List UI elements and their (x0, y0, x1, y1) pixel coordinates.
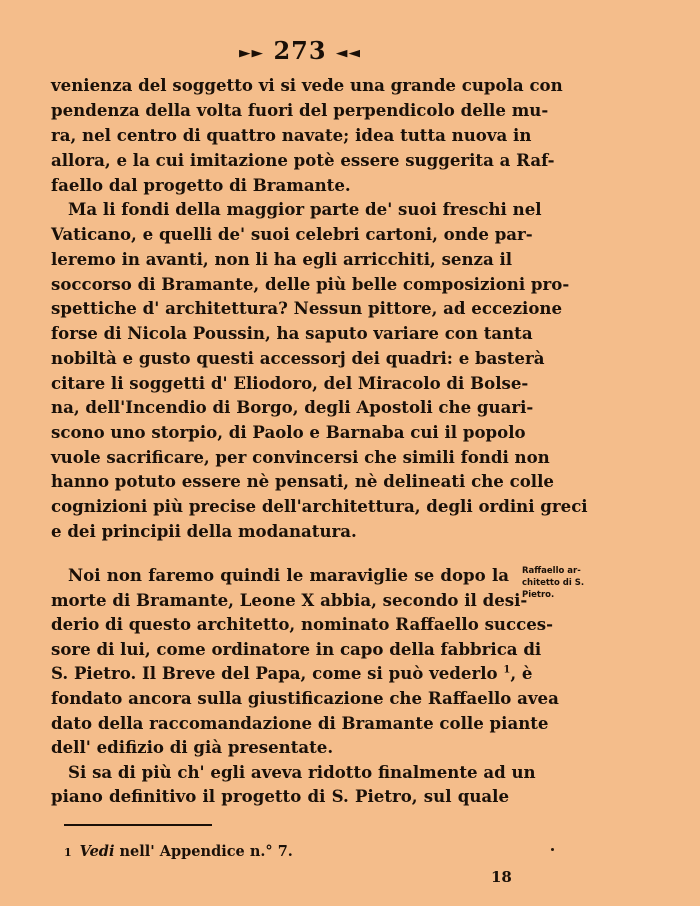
text-line: spettiche d' architettura? Nessun pittore, ad eccezione (51, 298, 563, 318)
text-line: vuole sacrificare, per convincersi che simili fondi non (51, 447, 550, 467)
text-line (51, 663, 533, 683)
text-line: allora, e la cui imitazione potè essere suggerita a Raf- (51, 150, 555, 170)
text-segment: , è (510, 663, 533, 683)
text-line: leremo in avanti, non li ha egli arricchiti, senza il (51, 249, 513, 269)
left-ornament-icon: ►► (239, 43, 265, 62)
footnote (64, 843, 293, 860)
text-line: dell' edifizio di già presentate. (51, 737, 334, 757)
footnote-text: nell' Appendice n.° 7. (114, 843, 293, 860)
signature-mark: 18 (491, 868, 512, 886)
text-line: soccorso di Bramante, delle più belle composizioni pro- (51, 274, 570, 294)
text-line: Noi non faremo quindi le maraviglie se dopo la (68, 565, 509, 585)
footnote-ref: 1 (503, 664, 511, 676)
text-line: hanno potuto essere nè pensati, nè delineati che colle (51, 471, 554, 491)
footnote-number: 1 (64, 846, 72, 859)
text-line: Vaticano, e quelli de' suoi celebri cartoni, onde par- (51, 224, 533, 244)
text-segment: S. Pietro. Il Breve del Papa, come si può vederlo (51, 663, 498, 683)
text-line: scono uno storpio, di Paolo e Barnaba cui il popolo (51, 422, 526, 442)
text-line: derio di questo architetto, nominato Raffaello succes- (51, 614, 553, 634)
margin-note-line: Raffaello ar- (522, 566, 581, 576)
text-line: ra, nel centro di quattro navate; idea tutta nuova in (51, 125, 532, 145)
text-line: pendenza della volta fuori del perpendicolo delle mu- (51, 100, 549, 120)
margin-note-line: Pietro. (522, 590, 555, 600)
text-line: Ma li fondi della maggior parte de' suoi freschi nel (68, 199, 542, 219)
right-ornament-icon: ◄◄ (335, 43, 361, 62)
text-line: faello dal progetto di Bramante. (51, 175, 351, 195)
text-line: e dei principii della modanatura. (51, 521, 357, 541)
text-line: citare li soggetti d' Eliodoro, del Miracolo di Bolse- (51, 373, 529, 393)
page-number (0, 36, 600, 65)
text-line: venienza del soggetto vi si vede una grande cupola con (51, 75, 563, 95)
text-line: Si sa di più ch' egli aveva ridotto finalmente ad un (68, 762, 536, 782)
margin-note-line: chitetto di S. (522, 578, 585, 588)
text-line: na, dell'Incendio di Borgo, degli Apostoli che guari- (51, 397, 534, 417)
page-number-text: 273 (273, 36, 327, 65)
ink-speck (551, 848, 554, 851)
footnote-italic: Vedi (79, 843, 115, 860)
footnote-divider (64, 824, 212, 826)
text-line: cognizioni più precise dell'architettura, degli ordini greci (51, 496, 588, 516)
text-line: dato della raccomandazione di Bramante colle piante (51, 713, 549, 733)
text-line: fondato ancora sulla giustificazione che Raffaello avea (51, 688, 559, 708)
text-line: piano definitivo il progetto di S. Pietro, sul quale (51, 786, 509, 806)
margin-note (522, 565, 612, 601)
text-line: morte di Bramante, Leone X abbia, secondo il desi- (51, 590, 528, 610)
text-line: sore di lui, come ordinatore in capo della fabbrica di (51, 639, 542, 659)
text-line: nobiltà e gusto questi accessorj dei quadri: e basterà (51, 348, 545, 368)
text-line: forse di Nicola Poussin, ha saputo variare con tanta (51, 323, 533, 343)
